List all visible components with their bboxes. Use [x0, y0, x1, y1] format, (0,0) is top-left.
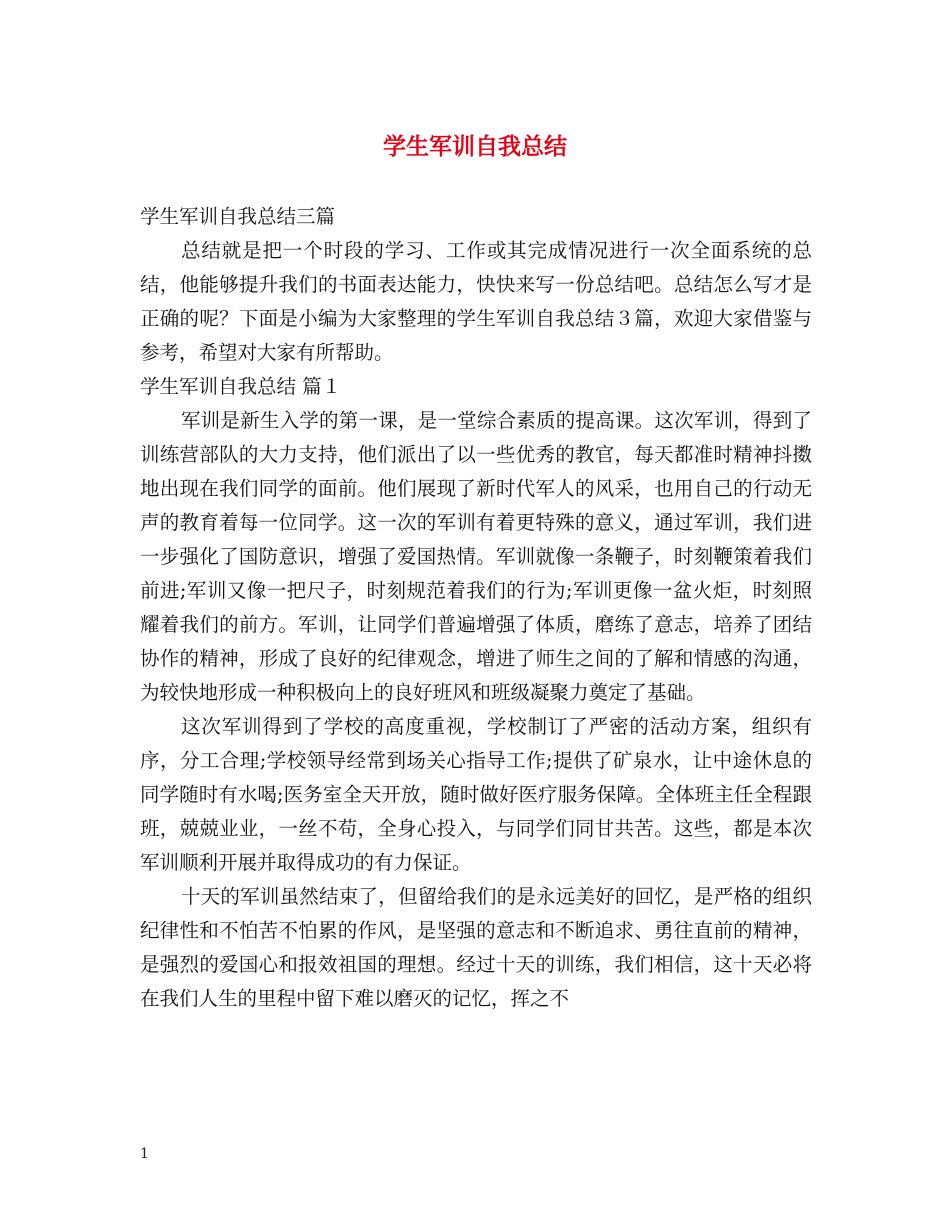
body-paragraph-3: 十天的军训虽然结束了，但留给我们的是永远美好的回忆，是严格的组织纪律性和不怕苦不怕累的作风，是坚强的意志和不断追求、勇往直前的精神，是强烈的爱国心和报效祖国的理想。经过十天的训练，我们相信，这十天必将在我们人生的里程中留下难以磨灭的记忆，挥之不: [140, 885, 812, 1010]
body-paragraph-1: 军训是新生入学的第一课，是一堂综合素质的提高课。这次军训，得到了训练营部队的大力支持，他们派出了以一些优秀的教官，每天都准时精神抖擞地出现在我们同学的面前。他们展现了新时代军人的风采，也用自己的行动无声的教育着每一位同学。这一次的军训有着更特殊的意义，通过军训，我们进一步强化了国防意识，增强了爱国热情。军训就像一条鞭子，时刻鞭策着我们前进;军训又像一把尺子，时刻规范着我们的行为;军训更像一盆火炬，时刻照耀着我们的前方。军训，让同学们普遍增强了体质，磨练了意志，培养了团结协作的精神，形成了良好的纪律观念，增进了师生之间的了解和情感的沟通，为较快地形成一种积极向上的良好班风和班级凝聚力奠定了基础。: [140, 409, 812, 704]
body-paragraph-2: 这次军训得到了学校的高度重视，学校制订了严密的活动方案，组织有序，分工合理;学校领导经常到场关心指导工作;提供了矿泉水，让中途休息的同学随时有水喝;医务室全天开放，随时做好医疗服务保障。全体班主任全程跟班，兢兢业业，一丝不苟，全身心投入，与同学们同甘共苦。这些，都是本次军训顺利开展并取得成功的有力保证。: [140, 715, 812, 874]
document-subtitle: 学生军训自我总结三篇: [140, 205, 336, 228]
intro-paragraph: 总结就是把一个时段的学习、工作或其完成情况进行一次全面系统的总结，他能够提升我们的书面表达能力，快快来写一份总结吧。总结怎么写才是正确的呢？下面是小编为大家整理的学生军训自我总结３篇，欢迎大家借鉴与参考，希望对大家有所帮助。: [140, 239, 812, 364]
section-heading: 学生军训自我总结 篇１: [140, 375, 342, 398]
document-body: [140, 200, 812, 1016]
document-title: 学生军训自我总结: [383, 133, 567, 160]
page-number: 1: [140, 1146, 149, 1162]
